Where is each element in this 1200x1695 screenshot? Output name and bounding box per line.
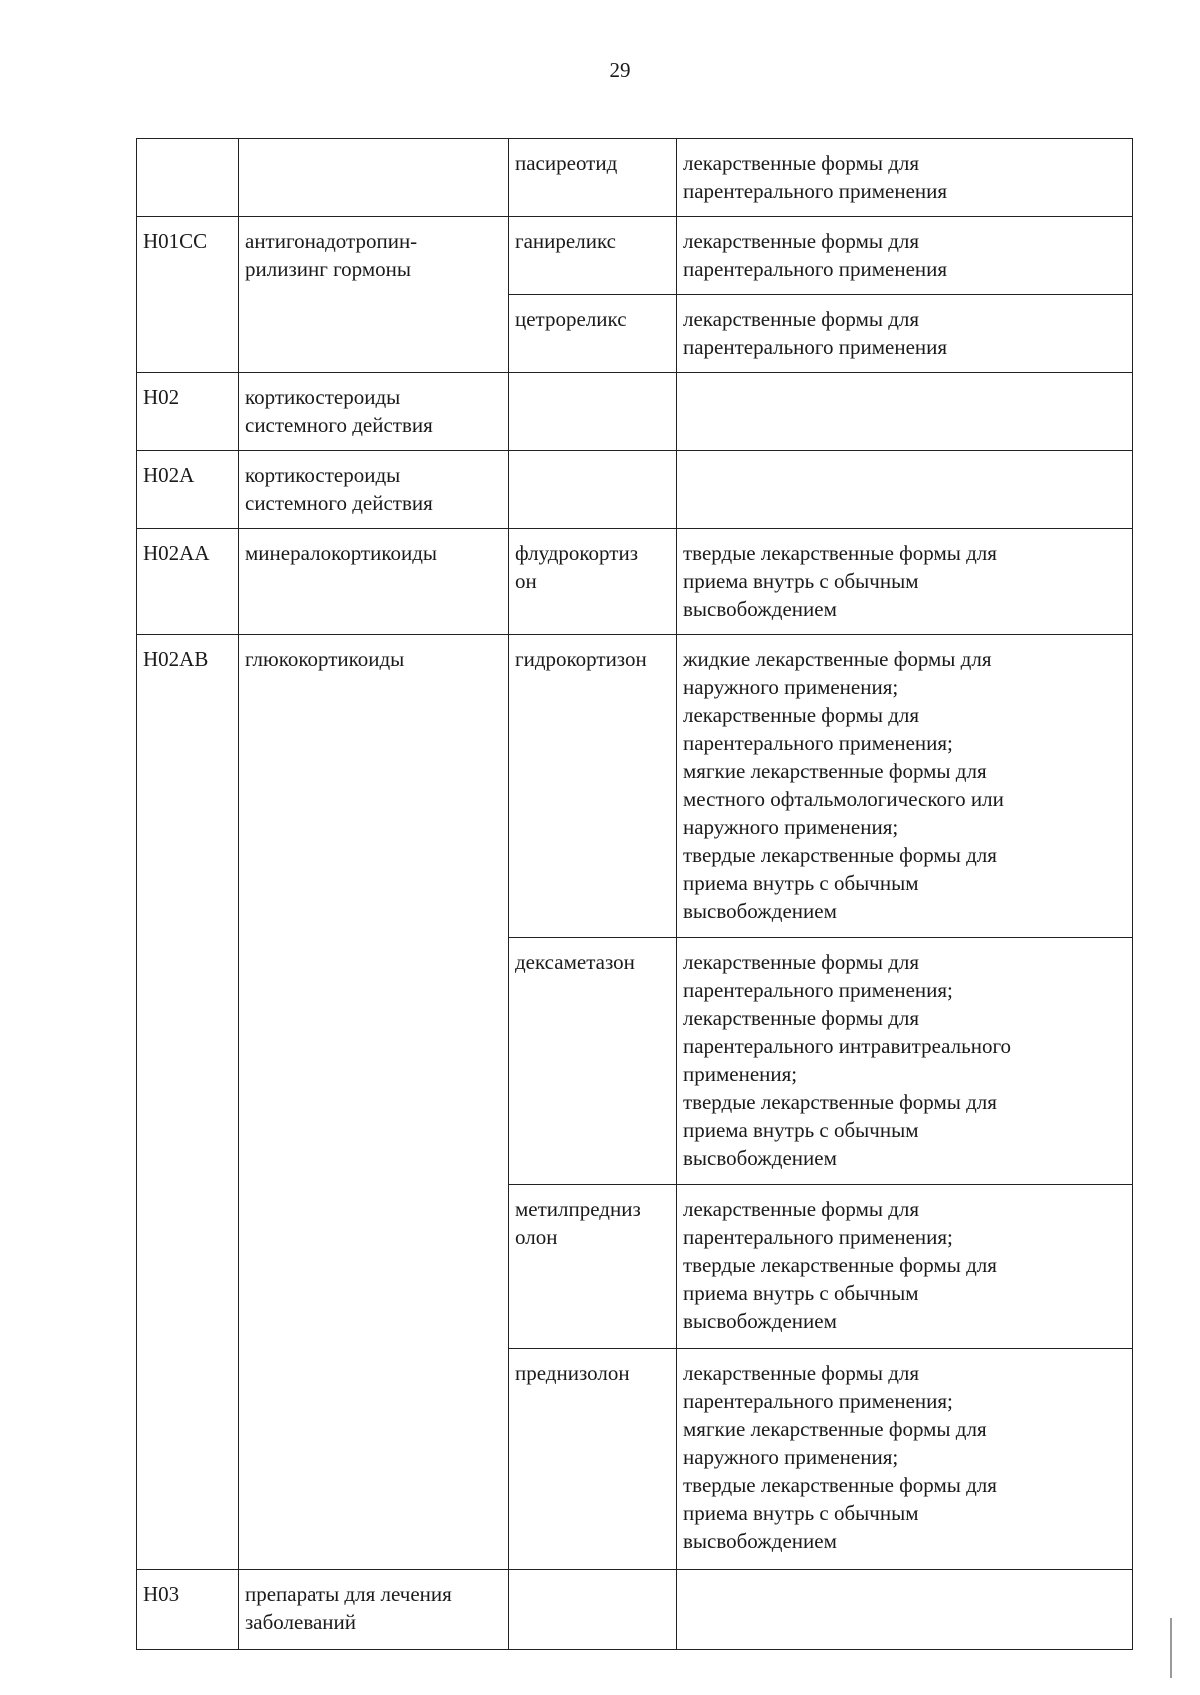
dosage-form-cell: твердые лекарственные формы для приема внутрь с обычным высвобождением xyxy=(677,529,1133,635)
dosage-form-cell xyxy=(677,373,1133,451)
group-name-cell: кортикостероиды системного действия xyxy=(239,451,509,529)
atc-code-cell xyxy=(137,139,239,217)
dosage-form-cell xyxy=(677,451,1133,529)
table-row xyxy=(137,1570,1133,1650)
drug-classification-table xyxy=(136,138,1133,1650)
drug-name-cell: гидрокортизон xyxy=(509,635,677,938)
table-row xyxy=(137,451,1133,529)
page-number: 29 xyxy=(609,58,631,82)
atc-code-cell: H02A xyxy=(137,451,239,529)
atc-code-cell: H02 xyxy=(137,373,239,451)
atc-code-cell: H03 xyxy=(137,1570,239,1650)
drug-name-cell: дексаметазон xyxy=(509,938,677,1185)
group-name-cell: глюкокортикоиды xyxy=(239,635,509,1570)
group-name-cell: антигонадотропин- рилизинг гормоны xyxy=(239,217,509,373)
dosage-form-cell: лекарственные формы для парентерального применения; твердые лекарственные формы для приема внутрь с обычным высвобождением xyxy=(677,1185,1133,1349)
dosage-form-cell: лекарственные формы для парентерального применения; мягкие лекарственные формы для наружного применения; твердые лекарственные формы для приема внутрь с обычным высвобождением xyxy=(677,1349,1133,1570)
group-name-cell: кортикостероиды системного действия xyxy=(239,373,509,451)
atc-code-cell: H02AA xyxy=(137,529,239,635)
dosage-form-cell: лекарственные формы для парентерального применения xyxy=(677,295,1133,373)
table-row xyxy=(137,373,1133,451)
drug-name-cell xyxy=(509,1570,677,1650)
drug-name-cell xyxy=(509,373,677,451)
drug-name-cell: флудрокортиз он xyxy=(509,529,677,635)
group-name-cell: минералокортикоиды xyxy=(239,529,509,635)
dosage-form-cell: лекарственные формы для парентерального применения xyxy=(677,139,1133,217)
drug-name-cell: цетрореликс xyxy=(509,295,677,373)
dosage-form-cell: жидкие лекарственные формы для наружного применения; лекарственные формы для парентерального применения; мягкие лекарственные формы для местного офтальмологического или наружного применения; твердые лекарственные формы для приема внутрь с обычным высвобождением xyxy=(677,635,1133,938)
drug-name-cell: ганиреликс xyxy=(509,217,677,295)
drug-name-cell: пасиреотид xyxy=(509,139,677,217)
group-name-cell: препараты для лечения заболеваний xyxy=(239,1570,509,1650)
drug-name-cell: преднизолон xyxy=(509,1349,677,1570)
atc-code-cell: H02AB xyxy=(137,635,239,1570)
table-row xyxy=(137,217,1133,295)
table-row xyxy=(137,529,1133,635)
dosage-form-cell: лекарственные формы для парентерального применения; лекарственные формы для парентерального интравитреального применения; твердые лекарственные формы для приема внутрь с обычным высвобождением xyxy=(677,938,1133,1185)
scan-edge-mark xyxy=(1170,1618,1172,1678)
dosage-form-cell: лекарственные формы для парентерального применения xyxy=(677,217,1133,295)
drug-name-cell: метилпредниз олон xyxy=(509,1185,677,1349)
dosage-form-cell xyxy=(677,1570,1133,1650)
group-name-cell xyxy=(239,139,509,217)
table-row xyxy=(137,139,1133,217)
atc-code-cell: H01CC xyxy=(137,217,239,373)
drug-name-cell xyxy=(509,451,677,529)
table-row xyxy=(137,635,1133,938)
